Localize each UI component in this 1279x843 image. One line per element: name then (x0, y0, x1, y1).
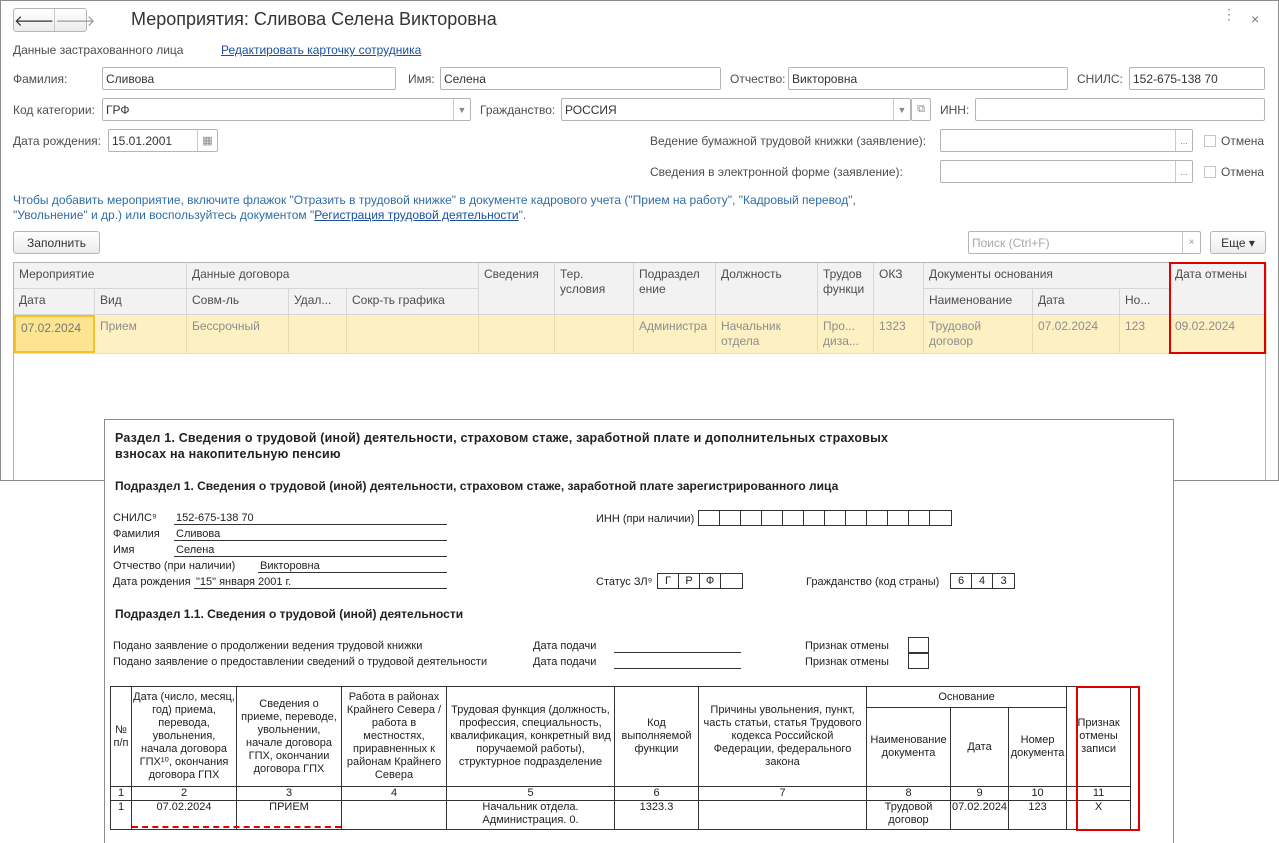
inn-cell (930, 511, 951, 525)
report-document (104, 419, 1174, 843)
back-arrow-icon[interactable]: 🡐 (14, 12, 55, 30)
report-status-label: Статус ЗЛ⁹ (596, 576, 653, 588)
report-citizenship-label: Гражданство (код страны) (806, 576, 940, 588)
firstname-field[interactable]: Селена (440, 67, 721, 90)
col-department[interactable]: Подраздел ение (634, 263, 716, 315)
birthdate-value: 15.01.2001 (112, 134, 173, 148)
calendar-icon[interactable]: ▦ (197, 130, 217, 151)
underline (614, 668, 741, 669)
td-info: ПРИЕМ (237, 801, 342, 830)
cancel-sign-2-box (908, 653, 929, 669)
td-cancel: Х (1067, 801, 1131, 830)
column-numbers-row (111, 787, 1131, 801)
electronic-label: Сведения в электронной форме (заявление): (650, 165, 903, 179)
th-doc-date: Дата (951, 708, 1009, 787)
td-doc-date: 07.02.2024 (951, 801, 1009, 830)
column-number: 1 (111, 787, 132, 801)
inn-cell (699, 511, 720, 525)
report-inn-cells (698, 510, 952, 526)
cell-date[interactable]: 07.02.2024 (14, 315, 95, 353)
category-value: ГРФ (106, 103, 130, 117)
cell-department[interactable]: Администра (634, 315, 716, 353)
inn-cell (804, 511, 825, 525)
date-info-dashed-highlight (132, 826, 341, 828)
underline (614, 652, 741, 653)
citizenship-cell: 6 (951, 574, 972, 588)
cancel-sign-2-label: Признак отмены (805, 656, 889, 668)
registration-document-link[interactable]: Регистрация трудовой деятельности (314, 208, 519, 222)
report-snils-value: 152-675-138 70 (176, 512, 254, 524)
col-kind[interactable]: Вид (95, 289, 187, 315)
window-title: Мероприятия: Сливова Селена Викторовна (131, 9, 497, 29)
col-doc-date[interactable]: Дата (1033, 289, 1120, 315)
section-1-title-line-1: Раздел 1. Сведения о трудовой (иной) деятельности, страховом стаже, заработной плате и дополнительных страховых (115, 431, 889, 445)
th-cancel: Признак отмены записи (1067, 687, 1131, 787)
cell-remote[interactable] (289, 315, 347, 353)
td-function: Начальник отдела. Администрация. 0. (447, 801, 615, 830)
underline (174, 524, 447, 525)
cell-info[interactable] (479, 315, 555, 353)
dropdown-arrow-icon[interactable]: ▼ (893, 99, 910, 120)
navigation-buttons (13, 8, 96, 32)
col-position[interactable]: Должность (716, 263, 818, 315)
status-cell: Г (658, 574, 679, 588)
cancel-sign-1-label: Признак отмены (805, 640, 889, 652)
paper-book-cancel-label: Отмена (1221, 134, 1265, 148)
col-cancel-date[interactable]: Дата отмены (1170, 263, 1267, 315)
column-number: 10 (1009, 787, 1067, 801)
col-doc-name[interactable]: Наименование (924, 289, 1033, 315)
lastname-label: Фамилия: (13, 72, 68, 86)
th-code: Код выполняемой функции (615, 687, 699, 787)
column-number: 4 (342, 787, 447, 801)
report-firstname-label: Имя (113, 544, 135, 556)
report-lastname-value: Сливова (176, 528, 221, 540)
cell-combination[interactable]: Бессрочный (187, 315, 289, 353)
cell-cancel-date[interactable]: 09.02.2024 (1170, 315, 1267, 353)
fill-button[interactable]: Заполнить (13, 231, 100, 254)
col-ter-conditions[interactable]: Тер. условия (555, 263, 634, 315)
electronic-cancel-label: Отмена (1221, 165, 1265, 179)
underline (174, 556, 447, 557)
td-num: 1 (111, 801, 132, 830)
lastname-field[interactable]: Сливова (102, 67, 396, 90)
inn-cell (741, 511, 762, 525)
paper-book-label: Ведение бумажной трудовой книжки (заявление): (650, 134, 927, 148)
cancel-date-highlight (1169, 262, 1266, 354)
th-doc-number: Номер документа (1009, 708, 1067, 787)
open-citizenship-button[interactable] (911, 98, 931, 121)
underline (174, 540, 447, 541)
underline (194, 588, 447, 589)
patronymic-label: Отчество: (730, 72, 786, 86)
th-date: Дата (число, месяц, год) приема, перевода, увольнения, начала договора ГПХ¹⁰, окончания договора ГПХ (132, 687, 237, 787)
cell-doc-date[interactable]: 07.02.2024 (1033, 315, 1120, 353)
open-form-icon: ⧉ (917, 103, 925, 115)
th-doc-name: Наименование документа (867, 708, 951, 787)
th-reason: Причины увольнения, пункт, часть статьи, статья Трудового кодекса Российской Федерации, федерального закона (699, 687, 867, 787)
search-placeholder: Поиск (Ctrl+F) (972, 236, 1050, 250)
statement-1-label: Подано заявление о продолжении ведения трудовой книжки (113, 640, 423, 652)
row-divider (14, 353, 1267, 354)
inn-cell (783, 511, 804, 525)
citizenship-label: Гражданство: (480, 103, 556, 117)
status-cell (721, 574, 742, 588)
col-okz[interactable]: ОКЗ (874, 263, 924, 315)
column-number: 9 (951, 787, 1009, 801)
status-cell: Ф (700, 574, 721, 588)
category-select[interactable] (102, 98, 471, 121)
statement-2-label: Подано заявление о предоставлении сведений о трудовой деятельности (113, 656, 488, 668)
underline (258, 572, 447, 573)
report-lastname-label: Фамилия (113, 528, 160, 540)
citizenship-cell: 3 (1000, 575, 1007, 587)
cell-okz[interactable]: 1323 (874, 315, 924, 353)
more-menu-icon[interactable]: ⋮ (1222, 6, 1236, 22)
birthdate-label: Дата рождения: (13, 134, 101, 148)
cell-reduced-schedule[interactable] (347, 315, 479, 353)
citizenship-cell: 4 (972, 574, 993, 588)
paper-book-field[interactable] (940, 129, 1193, 152)
citizenship-value: РОССИЯ (565, 103, 617, 117)
th-function: Трудовая функция (должность, профессия, специальность, квалификация, конкретный вид поручаемой работы), структурное подразделение (447, 687, 615, 787)
hint-text-before: Чтобы добавить мероприятие, включите флажок "Отразить в трудовой книжке" в документе кадрового учета ("Прием на работу", "Кадровый перевод", "Увольнение" и др.) или воспользуйтесь документом " (13, 193, 856, 222)
close-icon[interactable]: × (1251, 11, 1260, 27)
col-doc-number[interactable]: Но... (1120, 289, 1170, 315)
select-ellipsis-icon[interactable]: ... (1175, 161, 1192, 182)
patronymic-field[interactable]: Викторовна (788, 67, 1068, 90)
dropdown-arrow-icon[interactable]: ▼ (453, 99, 470, 120)
inn-cell (825, 511, 846, 525)
td-date: 07.02.2024 (132, 801, 237, 830)
inn-cell (846, 511, 867, 525)
status-cell: Р (679, 574, 700, 588)
col-group-contract[interactable]: Данные договора (187, 263, 479, 289)
subsection-11-title: Подраздел 1.1. Сведения о трудовой (иной) деятельности (115, 607, 464, 621)
select-ellipsis-icon[interactable]: ... (1175, 130, 1192, 151)
clear-search-icon[interactable]: × (1182, 232, 1200, 253)
firstname-label: Имя: (408, 72, 435, 86)
col-group-event[interactable]: Мероприятие (14, 263, 187, 289)
column-number: 3 (237, 787, 342, 801)
cell-kind[interactable]: Прием (95, 315, 187, 353)
inn-cell (909, 511, 930, 525)
inn-label: ИНН: (940, 103, 970, 117)
td-doc-name: Трудовой договор (867, 801, 951, 830)
col-remote[interactable]: Удал... (289, 289, 347, 315)
column-number: 11 (1067, 787, 1131, 801)
report-patronymic-label: Отчество (при наличии) (113, 560, 236, 572)
inn-cell (867, 511, 888, 525)
col-group-documents[interactable]: Документы основания (924, 263, 1170, 289)
insured-section-label: Данные застрахованного лица (13, 43, 184, 57)
col-function[interactable]: Трудов функци (818, 263, 874, 315)
snils-label: СНИЛС: (1077, 72, 1123, 86)
col-reduced-schedule[interactable]: Сокр-ть графика (347, 289, 479, 315)
inn-field[interactable] (975, 98, 1265, 121)
column-number: 5 (447, 787, 615, 801)
column-number: 8 (867, 787, 951, 801)
cancel-sign-1-box (908, 637, 929, 653)
search-input[interactable] (968, 231, 1201, 254)
report-citizenship-cells (950, 573, 1015, 589)
cell-doc-number[interactable]: 123 (1120, 315, 1170, 353)
edit-employee-link[interactable]: Редактировать карточку сотрудника (221, 43, 422, 57)
report-birthdate-label: Дата рождения (113, 576, 191, 588)
td-reason (699, 801, 867, 830)
forward-arrow-icon[interactable]: 🡒 (54, 9, 95, 31)
category-label: Код категории: (13, 103, 95, 117)
col-date[interactable]: Дата (14, 289, 95, 315)
td-doc-number: 123 (1009, 801, 1067, 830)
inn-cell (762, 511, 783, 525)
cell-ter-conditions[interactable] (555, 315, 634, 353)
th-num: № п/п (111, 687, 132, 787)
td-code: 1323.3 (615, 801, 699, 830)
report-snils-label: СНИЛС⁹ (113, 512, 157, 524)
date-submit-1-label: Дата подачи (533, 640, 597, 652)
hint-text-after: ". (518, 208, 527, 222)
snils-field[interactable]: 152-675-138 70 (1129, 67, 1265, 90)
inn-cell (720, 511, 741, 525)
electronic-field[interactable] (940, 160, 1193, 183)
report-birthdate-value: "15" января 2001 г. (196, 576, 292, 588)
labor-activity-table (110, 686, 1131, 830)
more-button[interactable]: Еще ▾ (1210, 231, 1266, 254)
column-number: 6 (615, 787, 699, 801)
th-basis: Основание (867, 687, 1067, 708)
birthdate-field[interactable] (108, 129, 218, 152)
cell-position[interactable]: Начальник отдела (716, 315, 818, 353)
hint-text (13, 193, 893, 223)
td-north (342, 801, 447, 830)
col-info[interactable]: Сведения (479, 263, 555, 315)
cell-doc-name[interactable]: Трудовой договор (924, 315, 1033, 353)
th-north: Работа в районах Крайнего Севера / работа в местностях, приравненных к районам Крайнего Севера (342, 687, 447, 787)
column-number: 2 (132, 787, 237, 801)
column-number: 7 (699, 787, 867, 801)
electronic-cancel-checkbox[interactable] (1204, 166, 1216, 178)
section-1-title-line-2: взносах на накопительную пенсию (115, 447, 341, 461)
inn-cell (888, 511, 909, 525)
report-firstname-value: Селена (176, 544, 215, 556)
cancel-sign-highlight (1076, 686, 1140, 831)
paper-book-cancel-checkbox[interactable] (1204, 135, 1216, 147)
citizenship-select[interactable] (561, 98, 911, 121)
report-status-cells (657, 573, 743, 589)
cell-function[interactable]: Про... диза... (818, 315, 874, 353)
col-combination[interactable]: Совм-ль (187, 289, 289, 315)
subsection-1-title: Подраздел 1. Сведения о трудовой (иной) деятельности, страховом стаже, заработной плате зарегистрированного лица (115, 479, 839, 493)
th-info: Сведения о приеме, переводе, увольнении, начале договора ГПХ, окончании договора ГПХ (237, 687, 342, 787)
report-inn-label: ИНН (при наличии) (596, 513, 695, 525)
date-submit-2-label: Дата подачи (533, 656, 597, 668)
report-patronymic-value: Викторовна (260, 560, 320, 572)
